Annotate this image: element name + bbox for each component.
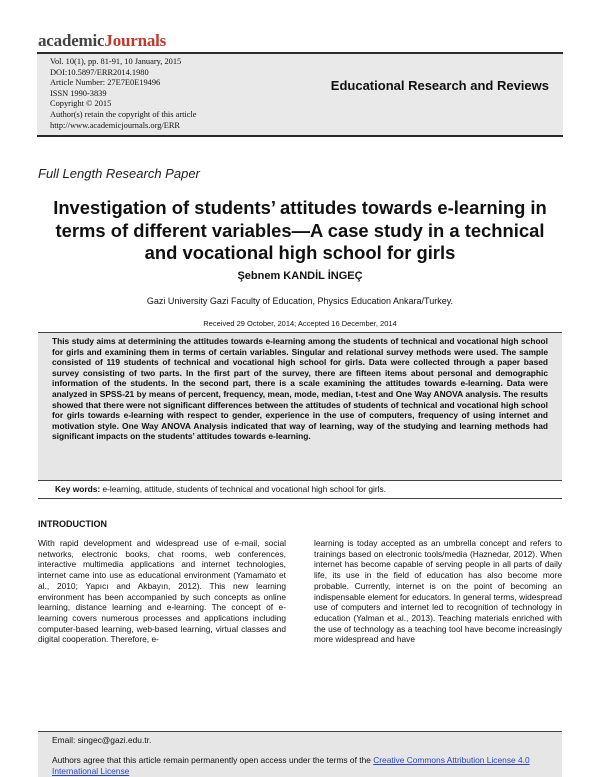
logo-part-journals: Journals — [104, 31, 167, 50]
keywords — [55, 484, 545, 494]
license-link[interactable]: Creative Commons Attribution License 4.0 International License — [52, 755, 530, 776]
meta-volume: Vol. 10(1), pp. 81-91, 10 January, 2015 — [50, 57, 182, 66]
license-statement — [52, 755, 552, 777]
keywords-divider — [38, 498, 562, 499]
article-metadata — [50, 57, 197, 131]
publisher-logo — [38, 31, 166, 51]
meta-issn: ISSN 1990-3839 — [50, 88, 107, 98]
article-title: Investigation of students’ attitudes towards e-learning in terms of different variables—A case study in a technical and vocational high school for girls — [53, 197, 547, 263]
intro-paragraph-left: With rapid development and widespread use of e-mail, social networks, electronic books, chat rooms, web conferences, interactive multimedia applications and internet technologies, internet came into use as educational environment (Yamamato et al., 2010; Yapıcı and Akbayın, 2012). This new learning environment has been accompanied by such concepts as online learning, distance learning and e-learning. The concept of e-learning covers numerous processes and applications including computer-based learning, web-based learning, virtual classes and digital cooperation. Therefore, e- — [38, 538, 286, 645]
author-affiliation: Gazi University Gazi Faculty of Education, Physics Education Ankara/Turkey. — [146, 296, 454, 306]
logo-part-academic: academic — [38, 31, 105, 50]
article-type: Full Length Research Paper — [38, 166, 200, 181]
meta-article-number: Article Number: 27E7E0E19496 — [50, 78, 161, 88]
received-dates: Received 29 October, 2014; Accepted 16 December, 2014 — [203, 319, 397, 328]
journal-name: Educational Research and Reviews — [330, 78, 549, 93]
keywords-text: e-learning, attitude, students of technical and vocational high school for girls. — [100, 484, 387, 494]
meta-rights: Author(s) retain the copyright of this article — [50, 109, 197, 119]
journal-header — [37, 52, 563, 137]
body-column-right — [314, 538, 562, 645]
body-column-left — [38, 538, 286, 645]
abstract-text: This study aims at determining the attitudes towards e-learning among the students of technical and vocational high school for girls and examining them in terms of certain variables. Singular and relational survey methods were used. The sample consisted of 119 students of technical and vocational high school for girls. Data were collected through a paper based survey consisting of two parts. In the first part of the survey, there are fifteen items about personal and demographic information of the students. In the second part, there is a scale examining the attitudes towards e-learning. Data were analyzed in SPSS-21 by means of percent, frequency, mean, mode, median, t-test and One Way ANOVA analysis. The results showed that there were not significant differences between the attitudes of students of technical and vocational high school for girls towards e-learning with respect to gender, experience in the use of computers, frequency of using internet and motivation style. One Way ANOVA Analysis indicated that way of learning, way of the studying and learning methods had significant impacts on the students’ attitudes towards e-learning. — [52, 336, 548, 442]
abstract-box — [38, 332, 562, 481]
meta-copyright: Copyright © 2015 — [50, 99, 112, 109]
introduction-heading: INTRODUCTION — [38, 519, 107, 529]
corresponding-email[interactable]: Email: singec@gazi.edu.tr. — [52, 735, 152, 745]
author-name: Şebnem KANDİL İNGEÇ — [237, 270, 363, 282]
license-text: Authors agree that this article remain permanently open access under the terms of the — [52, 755, 374, 765]
intro-paragraph-right: learning is today accepted as an umbrella concept and refers to trainings based on electronic tools/media (Haznedar, 2012). When internet has become capable of serving people in all parts of daily life, its use in the field of education has also become more probable. Currently, internet is on the point of becoming an indispensable element for educators. In general terms, widespread use of computers and internet led to recognition of technology in education (Yalman et al., 2013). Teaching materials enriched with the use of technology as a teaching tool have become increasingly more widespread and have — [314, 538, 562, 645]
meta-url[interactable]: http://www.academicjournals.org/ERR — [50, 120, 181, 130]
keywords-label: Key words: — [55, 484, 101, 494]
meta-doi: DOI:10.5897/ERR2014.1980 — [50, 67, 149, 77]
footer-box — [38, 731, 562, 777]
